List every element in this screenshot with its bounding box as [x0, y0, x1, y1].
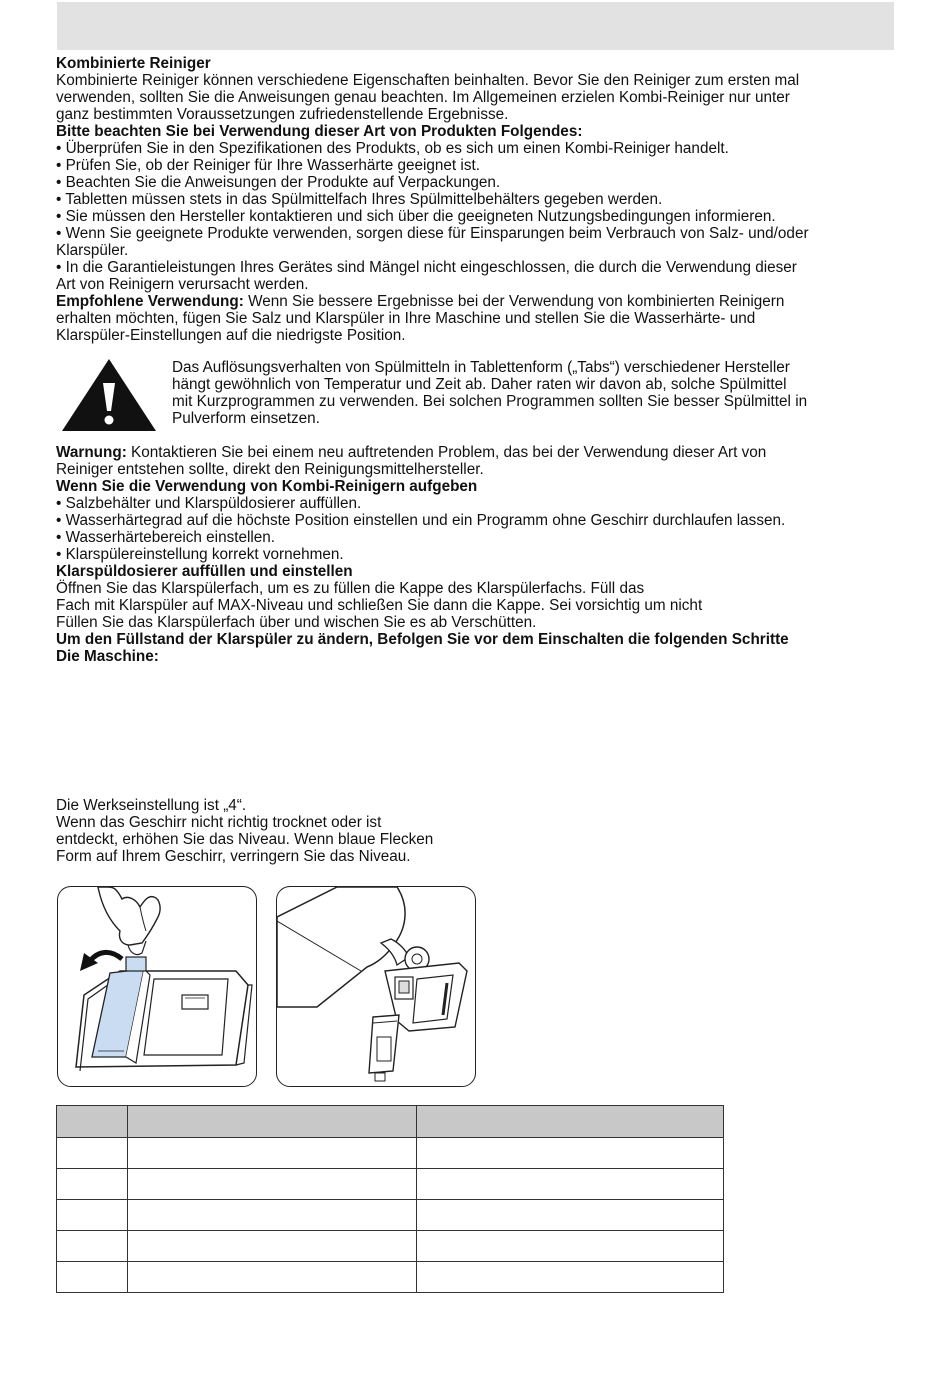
rinse-line: Öffnen Sie das Klarspülerfach, um es zu füllen die Kappe des Klarspülerfachs. Füll das: [56, 580, 645, 597]
bullet-item: • Wenn Sie geeignete Produkte verwenden, sorgen diese für Einsparungen beim Verbrauch von Salz- und/oder: [56, 225, 809, 242]
factory-setting-section: [56, 797, 496, 865]
table-row: [57, 1262, 724, 1293]
table-row: [57, 1138, 724, 1169]
bullet-item: • Überprüfen Sie in den Spezifikationen des Produkts, ob es sich um einen Kombi-Reiniger handelt.: [56, 140, 729, 157]
table-header-row: [57, 1106, 724, 1138]
factory-line: Form auf Ihrem Geschirr, verringern Sie das Niveau.: [56, 848, 411, 865]
intro-line: ganz bestimmten Voraussetzungen zufriedenstellende Ergebnisse.: [56, 106, 509, 123]
warning-triangle-icon: [60, 357, 158, 433]
table-cell: [128, 1138, 417, 1169]
page-header-bar: [57, 2, 894, 50]
warning-label: Warnung:: [56, 444, 127, 461]
factory-line: entdeckt, erhöhen Sie das Niveau. Wenn blaue Flecken: [56, 831, 434, 848]
bullet-item: Klarspüler.: [56, 242, 129, 259]
warning-line: mit Kurzprogrammen zu verwenden. Bei solchen Programmen sollten Sie besser Spülmittel in: [172, 393, 808, 410]
recommended-line: Klarspüler-Einstellungen auf die niedrigste Position.: [56, 327, 406, 344]
stop-bullet: • Salzbehälter und Klarspüldosierer auffüllen.: [56, 495, 362, 512]
warning-line: hängt gewöhnlich von Temperatur und Zeit ab. Daher raten wir davon ab, solche Spülmittel: [172, 376, 787, 393]
bullet-item: • Prüfen Sie, ob der Reiniger für Ihre Wasserhärte geeignet ist.: [56, 157, 480, 174]
stop-bullet: • Klarspülereinstellung korrekt vornehmen.: [56, 546, 344, 563]
bullet-item: • In die Garantieleistungen Ihres Gerätes sind Mängel nicht eingeschlossen, die durch die Verwendung dieser: [56, 259, 797, 276]
section-title: Kombinierte Reiniger: [56, 55, 211, 72]
intro-line: Kombinierte Reiniger können verschiedene Eigenschaften beinhalten. Bevor Sie den Reiniger zum ersten mal: [56, 72, 800, 89]
table-cell: [57, 1262, 128, 1293]
factory-line: Wenn das Geschirr nicht richtig trocknet oder ist: [56, 814, 382, 831]
table-cell: [417, 1231, 724, 1262]
stop-bullet: • Wasserhärtegrad auf die höchste Position einstellen und ein Programm ohne Geschirr durchlaufen lassen.: [56, 512, 786, 529]
rinse-line: Fach mit Klarspüler auf MAX-Niveau und schließen Sie dann die Kappe. Sei vorsichtig um nicht: [56, 597, 703, 614]
recommended-text: Wenn Sie bessere Ergebnisse bei der Verwendung von kombinierten Reinigern: [243, 293, 785, 310]
warning-section: [56, 444, 896, 665]
rinse-line: Füllen Sie das Klarspülerfach über und wischen Sie es ab Verschütten.: [56, 614, 537, 631]
warning-line: Reiniger entstehen sollte, direkt den Reinigungsmittelhersteller.: [56, 461, 484, 478]
recommended-paragraph: [56, 293, 896, 310]
table-cell: [57, 1231, 128, 1262]
rinse-heading: Klarspüldosierer auffüllen und einstellen: [56, 563, 353, 580]
bullet-item: • Beachten Sie die Anweisungen der Produkte auf Verpackungen.: [56, 174, 501, 191]
bullet-item: • Tabletten müssen stets in das Spülmittelfach Ihres Spülmittelbehälters gegeben werden.: [56, 191, 663, 208]
table-header-cell: [57, 1106, 128, 1138]
fill-bottle-illustration: [276, 886, 476, 1087]
recommended-label: Empfohlene Verwendung:: [56, 293, 244, 310]
factory-line: Die Werkseinstellung ist „4“.: [56, 797, 247, 814]
warning-paragraph: [56, 444, 896, 461]
warning-line: Pulverform einsetzen.: [172, 410, 320, 427]
table-cell: [417, 1200, 724, 1231]
table-cell: [128, 1169, 417, 1200]
stop-bullet: • Wasserhärtebereich einstellen.: [56, 529, 276, 546]
table-cell: [128, 1231, 417, 1262]
table-row: [57, 1200, 724, 1231]
table-cell: [57, 1138, 128, 1169]
table-cell: [417, 1169, 724, 1200]
level-heading: Die Maschine:: [56, 648, 159, 665]
warning-line: Das Auflösungsverhalten von Spülmitteln in Tablettenform („Tabs“) verschiedener Hersteller: [172, 359, 790, 376]
rinse-aid-level-table: [56, 1105, 724, 1293]
open-cap-illustration: [57, 886, 257, 1087]
table-row: [57, 1231, 724, 1262]
warning-block: [56, 357, 896, 437]
warning-text: [172, 359, 892, 427]
intro-line: verwenden, sollten Sie die Anweisungen genau beachten. Im Allgemeinen erzielen Kombi-Reiniger nur unter: [56, 89, 790, 106]
recommended-line: erhalten möchten, fügen Sie Salz und Klarspüler in Ihre Maschine und stellen Sie die Wasserhärte- und: [56, 310, 756, 327]
combined-cleaner-section: [56, 55, 896, 344]
table-header-cell: [128, 1106, 417, 1138]
stop-heading: Wenn Sie die Verwendung von Kombi-Reinigern aufgeben: [56, 478, 478, 495]
table-cell: [128, 1200, 417, 1231]
warning-text: Kontaktieren Sie bei einem neu auftretenden Problem, das bei der Verwendung dieser Art von: [126, 444, 767, 461]
level-heading: Um den Füllstand der Klarspüler zu ändern, Befolgen Sie vor dem Einschalten die folgenden Schritte: [56, 631, 789, 648]
note-heading: Bitte beachten Sie bei Verwendung dieser Art von Produkten Folgendes:: [56, 123, 583, 140]
table-row: [57, 1169, 724, 1200]
bullet-item: • Sie müssen den Hersteller kontaktieren und sich über die geeigneten Nutzungsbedingungen informieren.: [56, 208, 776, 225]
table-cell: [57, 1169, 128, 1200]
table-cell: [128, 1262, 417, 1293]
table-cell: [417, 1138, 724, 1169]
table-header-cell: [417, 1106, 724, 1138]
table-cell: [417, 1262, 724, 1293]
table-cell: [57, 1200, 128, 1231]
bullet-item: Art von Reinigern verursacht werden.: [56, 276, 309, 293]
